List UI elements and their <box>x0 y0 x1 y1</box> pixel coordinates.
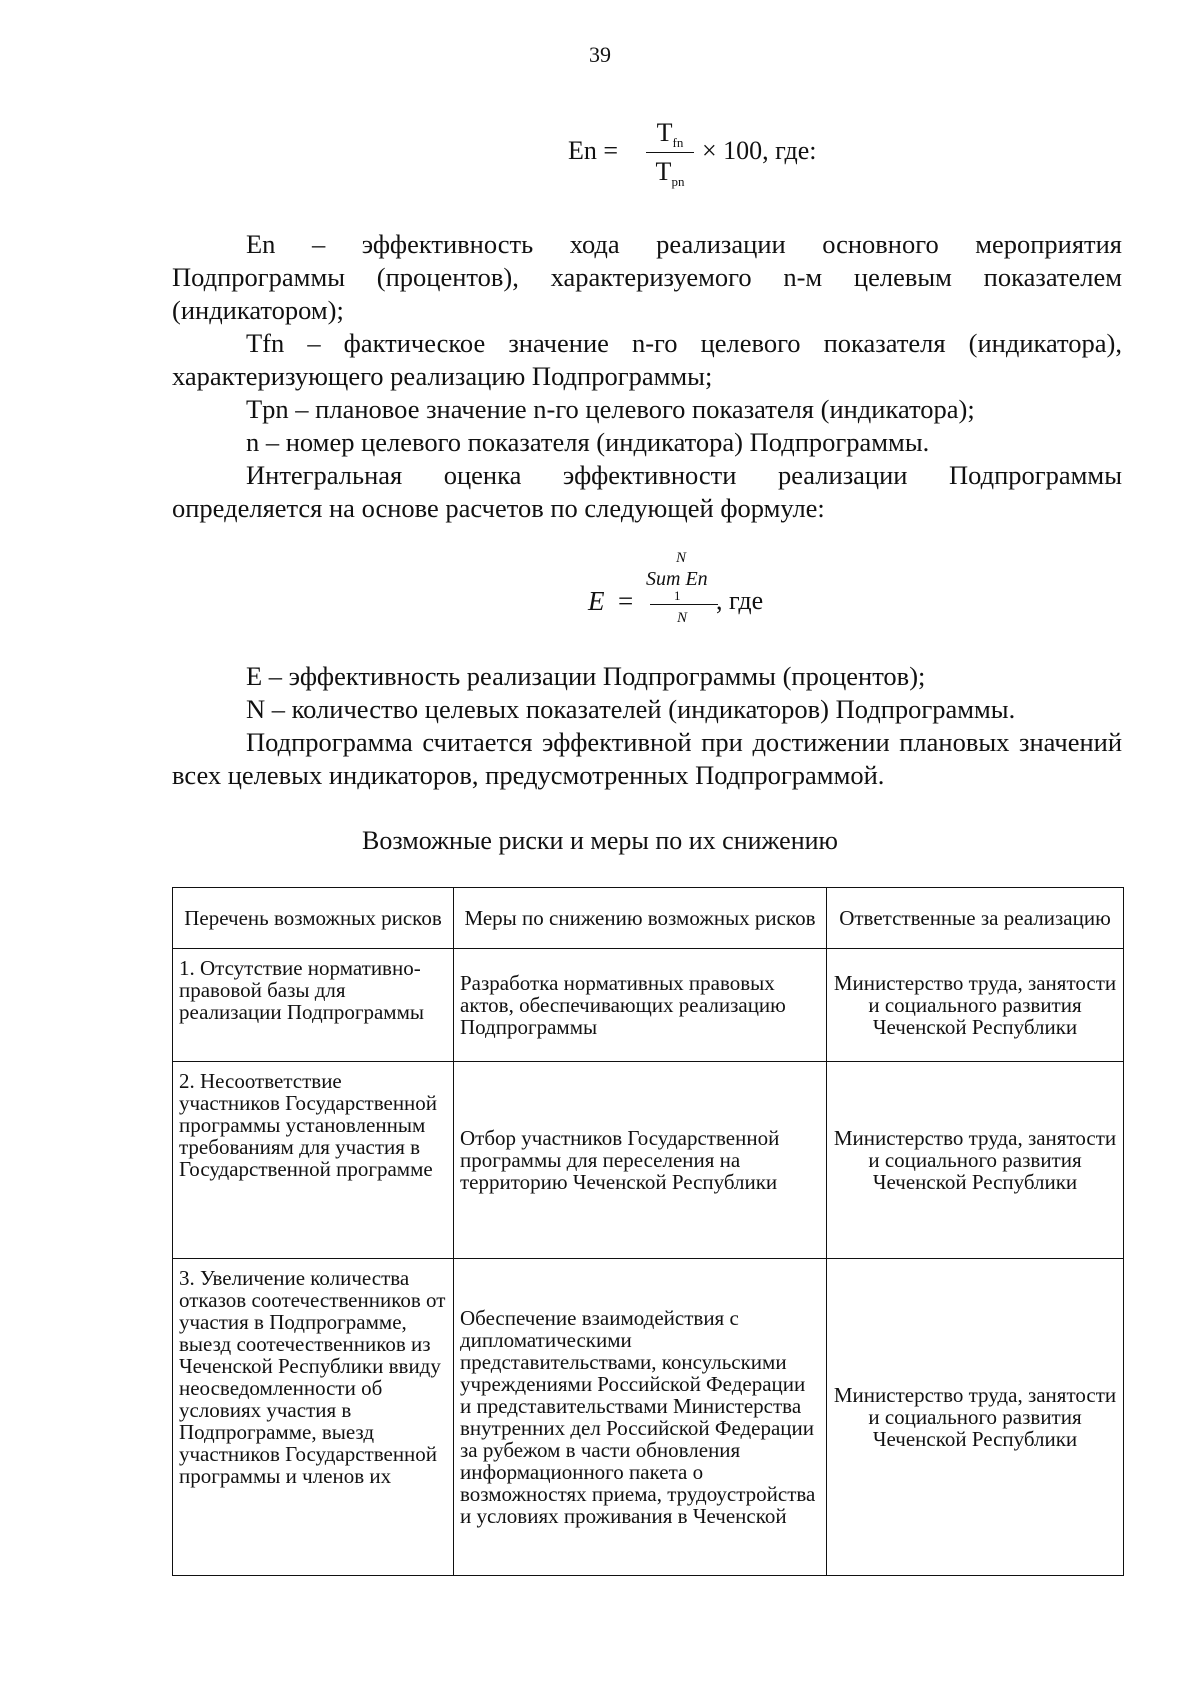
sum-upper-limit: N <box>676 550 687 566</box>
formula-denominator <box>646 157 694 187</box>
sum-expression: Sum En <box>646 568 708 590</box>
numerator-base: T <box>656 118 673 147</box>
responsible-cell: Министерство труда, занятости и социального развития Чеченской Республики <box>827 1062 1124 1259</box>
formula2-lhs: E <box>588 586 605 616</box>
formula2-equals: = <box>618 586 634 616</box>
header-responsible: Ответственные за реализацию <box>827 888 1124 949</box>
risk-cell: 2. Несоответствие участников Государственной программы установленным требованиям для участия в Государственной программе <box>173 1062 454 1259</box>
integral-assessment-text: Интегральная оценка эффективности реализации Подпрограммы определяется на основе расчетов по следующей формуле: <box>172 460 1122 523</box>
numerator-subscript: fn <box>672 135 684 150</box>
integral-formula <box>588 550 808 640</box>
responsible-cell: Министерство труда, занятости и социального развития Чеченской Республики <box>827 1259 1124 1576</box>
formula-numerator <box>646 118 694 148</box>
risk-cell: 3. Увеличение количества отказов соотечественников от участия в Подпрограмме, выезд соотечественников из Чеченской Республики ввиду неосведомленности об условиях участия в Подпрограмме, выезд участников Государственной программы и членов их <box>173 1259 454 1576</box>
fraction-bar <box>650 604 718 605</box>
measure-cell: Обеспечение взаимодействия с дипломатическими представительствами, консульскими учреждениями Российской Федерации и представительствами Министерства внутренних дел Российской Федерации за рубежом в части обновления информационного пакета о возможностях приема, трудоустройства и условиях проживания в Чеченской <box>454 1259 827 1576</box>
formula2-denominator: N <box>677 610 688 626</box>
table-row <box>173 1062 1124 1259</box>
definition-n: n – номер целевого показателя (индикатора) Подпрограммы. <box>246 427 930 457</box>
table-header-row <box>173 888 1124 949</box>
formula2-tail: , где <box>716 586 764 615</box>
formula-lhs: En = <box>568 136 619 165</box>
measure-cell: Отбор участников Государственной программы для переселения на территорию Чеченской Республики <box>454 1062 827 1259</box>
formula-fraction <box>646 118 694 187</box>
effectiveness-condition: Подпрограмма считается эффективной при достижении плановых значений всех целевых индикаторов, предусмотренных Подпрограммой. <box>172 727 1122 790</box>
table-row <box>173 1259 1124 1576</box>
header-measures: Меры по снижению возможных рисков <box>454 888 827 949</box>
risks-table <box>172 887 1124 1576</box>
sum-lower-index: 1 <box>674 588 681 603</box>
page-number: 39 <box>589 42 611 67</box>
definition-N: N – количество целевых показателей (индикаторов) Подпрограммы. <box>246 694 1016 724</box>
section-title: Возможные риски и меры по их снижению <box>362 826 838 855</box>
definition-en: En – эффективность хода реализации основного мероприятия Подпрограммы (процентов), характеризуемого n-м целевым показателем (индикатором); <box>172 229 1122 325</box>
measure-cell: Разработка нормативных правовых актов, обеспечивающих реализацию Подпрограммы <box>454 949 827 1062</box>
definition-tpn: Tpn – плановое значение n-го целевого показателя (индикатора); <box>246 394 975 424</box>
definition-tfn: Tfn – фактическое значение n-го целевого показателя (индикатора), характеризующего реализацию Подпрограммы; <box>172 328 1122 391</box>
responsible-cell: Министерство труда, занятости и социального развития Чеченской Республики <box>827 949 1124 1062</box>
definition-e: E – эффективность реализации Подпрограммы (процентов); <box>246 661 926 691</box>
formula-tail: × 100, где: <box>702 136 817 165</box>
risk-cell: 1. Отсутствие нормативно-правовой базы для реализации Подпрограммы <box>173 949 454 1062</box>
fraction-bar <box>646 152 694 153</box>
denominator-base: T <box>655 157 672 186</box>
header-risks: Перечень возможных рисков <box>173 888 454 949</box>
efficiency-formula <box>568 110 828 190</box>
denominator-subscript: pn <box>671 174 685 189</box>
table-row <box>173 949 1124 1062</box>
